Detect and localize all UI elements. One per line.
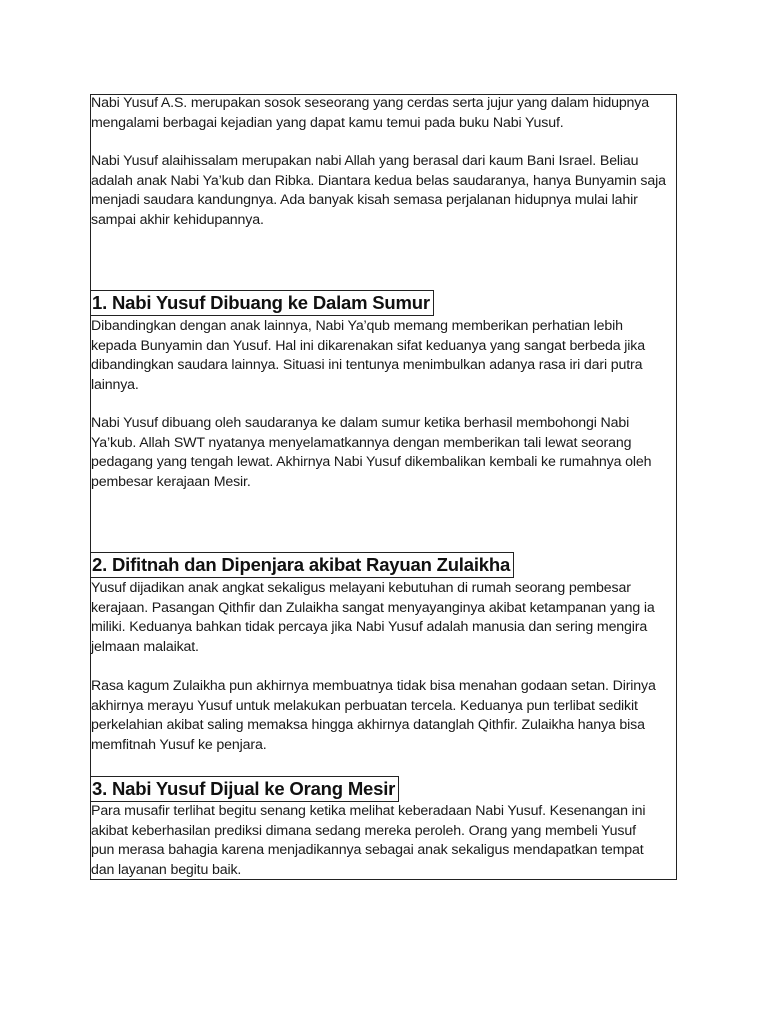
intro-paragraph-1: Nabi Yusuf A.S. merupakan sosok seseorang yang cerdas serta jujur yang dalam hidupnya mengalami berbagai kejadian yang dapat kamu temui pada buku Nabi Yusuf. <box>91 95 649 131</box>
section-1-paragraph-1: Dibandingkan dengan anak lainnya, Nabi Ya’qub memang memberikan perhatian lebih kepada Bunyamin dan Yusuf. Hal ini dikarenakan sifat keduanya yang sangat berbeda jika dibandingkan saudara lainnya. Situasi ini tentunya menimbulkan adanya rasa iri dari putra lainnya. <box>91 318 645 393</box>
section-2-paragraph-2: Rasa kagum Zulaikha pun akhirnya membuatnya tidak bisa menahan godaan setan. Dirinya akhirnya merayu Yusuf untuk melakukan perbuatan tercela. Keduanya pun terlibat sedikit perkelahian akibat saling memaksa hingga akhirnya datanglah Qithfir. Zulaikha hanya bisa memfitnah Yusuf ke penjara. <box>91 678 656 753</box>
section-3-paragraph-1: Para musafir terlihat begitu senang ketika melihat keberadaan Nabi Yusuf. Kesenangan ini akibat keberhasilan prediksi dimana sedang mereka peroleh. Orang yang membeli Yusuf pun merasa bahagia karena menjadikannya sebagai anak sekaligus mendapatkan tempat dan layanan begitu baik. <box>91 803 646 878</box>
intro-paragraph-2: Nabi Yusuf alaihissalam merupakan nabi Allah yang berasal dari kaum Bani Israel. Beliau adalah anak Nabi Ya’kub dan Ribka. Diantara kedua belas saudaranya, hanya Bunyamin saja menjadi saudara kandungnya. Ada banyak kisah semasa perjalanan hidupnya mulai lahir sampai akhir kehidupannya. <box>91 153 666 228</box>
section-1-heading: 1. Nabi Yusuf Dibuang ke Dalam Sumur <box>90 290 434 316</box>
section-1-paragraph-2: Nabi Yusuf dibuang oleh saudaranya ke dalam sumur ketika berhasil membohongi Nabi Ya’kub. Allah SWT nyatanya menyelamatkannya dengan memberikan tali lewat seorang pedagang yang tengah lewat. Akhirnya Nabi Yusuf dikembalikan kembali ke rumahnya oleh pembesar kerajaan Mesir. <box>91 415 652 490</box>
section-2-heading: 2. Difitnah dan Dipenjara akibat Rayuan Zulaikha <box>90 552 514 578</box>
section-2-paragraph-1: Yusuf dijadikan anak angkat sekaligus melayani kebutuhan di rumah seorang pembesar kerajaan. Pasangan Qithfir dan Zulaikha sangat menyayanginya akibat ketampanan yang ia miliki. Keduanya bahkan tidak percaya jika Nabi Yusuf adalah manusia dan sering mengira jelmaan malaikat. <box>91 580 655 655</box>
section-3-heading: 3. Nabi Yusuf Dijual ke Orang Mesir <box>90 776 399 802</box>
